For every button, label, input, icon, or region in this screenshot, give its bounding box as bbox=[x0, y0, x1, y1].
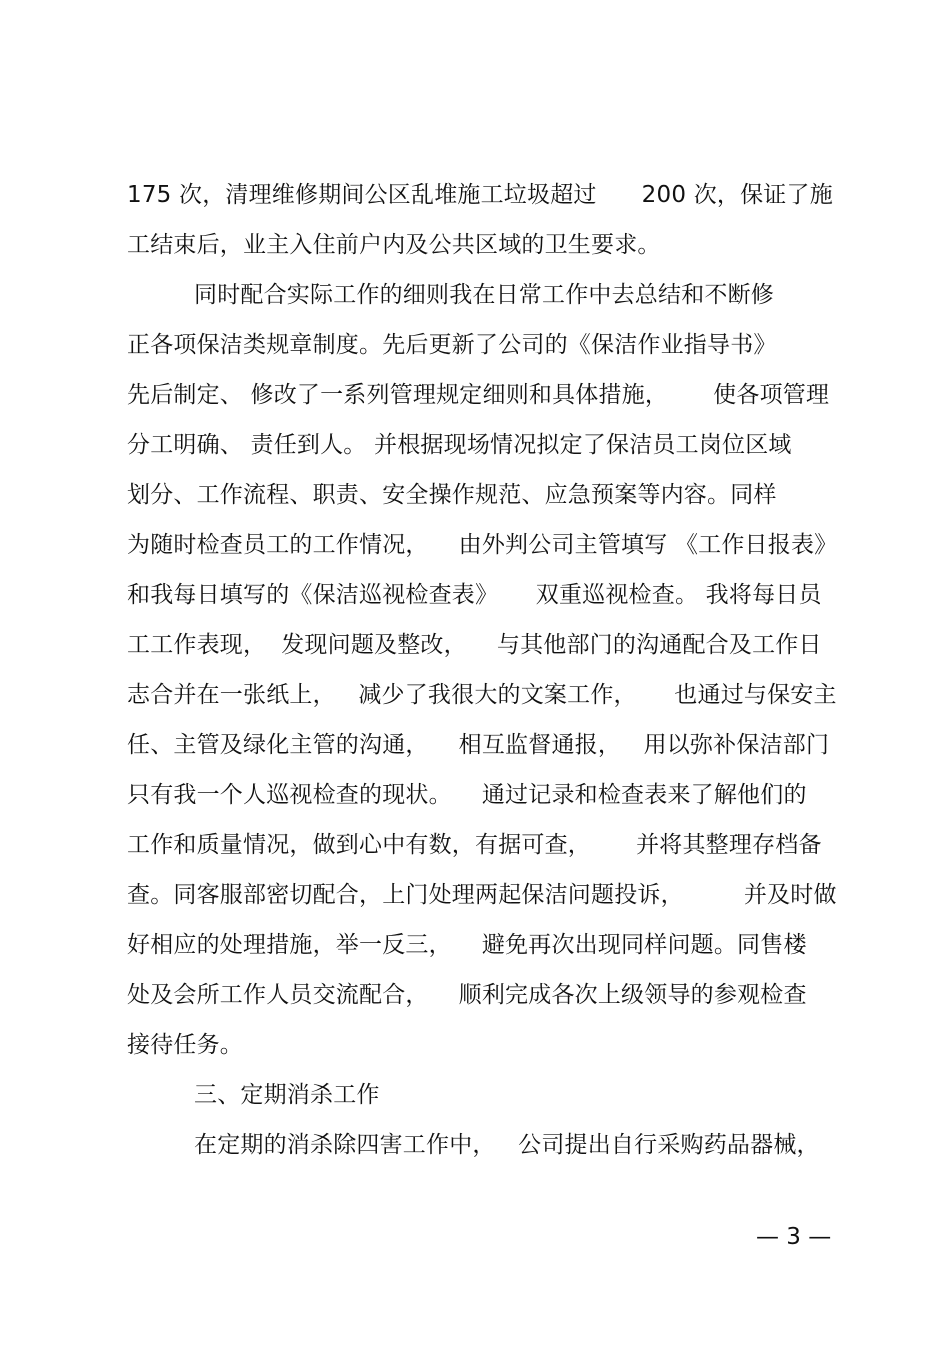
text-line-16: 好相应的处理措施，举一反三， 避免再次出现同样问题。同售楼 bbox=[127, 932, 807, 958]
text-line-9: 和我每日填写的《保洁巡视检查表》 双重巡视检查。 我将每日员 bbox=[127, 582, 822, 608]
text-line-17: 处及会所工作人员交流配合， 顺利完成各次上级领导的参观检查 bbox=[127, 982, 807, 1008]
text-line-5: 先后制定、 修改了一系列管理规定细则和具体措施， 使各项管理 bbox=[127, 382, 830, 408]
text-line-4: 正各项保洁类规章制度。先后更新了公司的《保洁作业指导书》 bbox=[127, 332, 777, 358]
text-line-18: 接待任务。 bbox=[127, 1032, 243, 1058]
text-line-10: 工工作表现， 发现问题及整改， 与其他部门的沟通配合及工作日 bbox=[127, 632, 822, 658]
text-line-15: 查。同客服部密切配合，上门处理两起保洁问题投诉， 并及时做 bbox=[127, 882, 837, 908]
text-line-11: 志合并在一张纸上， 减少了我很大的文案工作， 也通过与保安主 bbox=[127, 682, 837, 708]
section-heading: 三、定期消杀工作 bbox=[194, 1082, 380, 1108]
text-line-20: 在定期的消杀除四害工作中， 公司提出自行采购药品器械， bbox=[194, 1132, 820, 1158]
text-line-1: 175 次，清理维修期间公区乱堆施工垃圾超过 200 次，保证了施 bbox=[127, 182, 833, 208]
text-line-12: 任、主管及绿化主管的沟通， 相互监督通报， 用以弥补保洁部门 bbox=[127, 732, 830, 758]
text-line-13: 只有我一个人巡视检查的现状。 通过记录和检查表来了解他们的 bbox=[127, 782, 807, 808]
text-line-8: 为随时检查员工的工作情况， 由外判公司主管填写 《工作日报表》 bbox=[127, 532, 838, 558]
text-line-6: 分工明确、 责任到人。 并根据现场情况拟定了保洁员工岗位区域 bbox=[127, 432, 792, 458]
text-line-7: 划分、工作流程、职责、安全操作规范、应急预案等内容。同样 bbox=[127, 482, 777, 508]
text-line-2: 工结束后，业主入住前户内及公共区域的卫生要求。 bbox=[127, 232, 661, 258]
text-line-14: 工作和质量情况，做到心中有数，有据可查， 并将其整理存档备 bbox=[127, 832, 822, 858]
text-line-3: 同时配合实际工作的细则我在日常工作中去总结和不断修 bbox=[194, 282, 774, 308]
page-number: — 3 — bbox=[756, 1224, 832, 1250]
